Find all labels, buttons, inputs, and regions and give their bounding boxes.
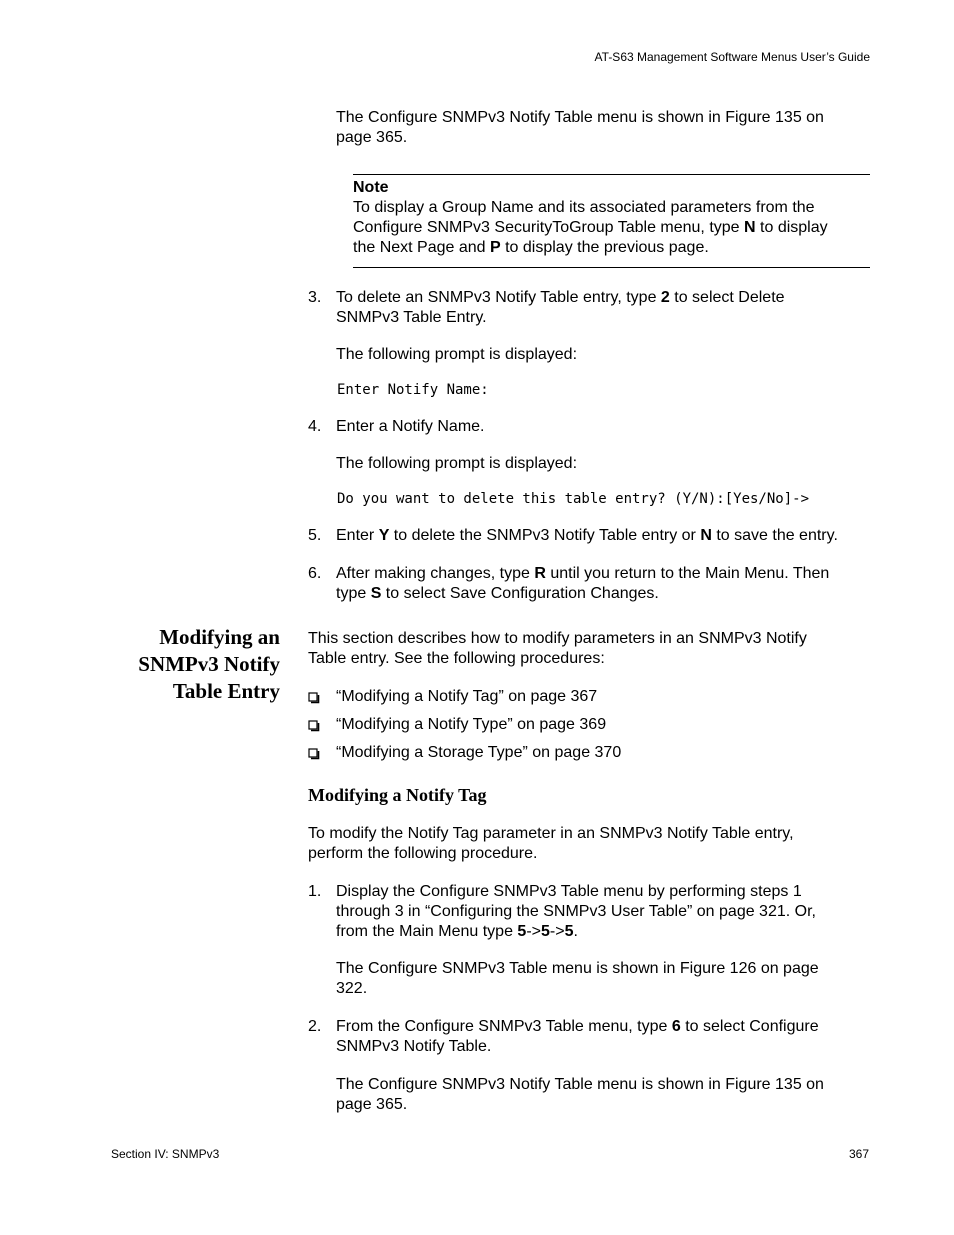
step-5-text: Enter Y to delete the SNMPv3 Notify Table entry or N to save the entry. <box>336 527 838 544</box>
note-top-rule <box>353 174 870 175</box>
step-number: 6. <box>308 565 322 582</box>
note-line: Configure SNMPv3 SecurityToGroup Table menu, type N to display <box>353 219 828 236</box>
step-number: 1. <box>308 883 322 900</box>
code-prompt: Enter Notify Name: <box>337 382 489 398</box>
step-number: 3. <box>308 289 322 306</box>
subsection-title: Modifying a Notify Tag <box>308 785 487 805</box>
section-heading: Modifying an SNMPv3 Notify Table Entry <box>138 625 280 703</box>
step-6-text: After making changes, type R until you return to the Main Menu. Then type S to select Save Configuration Changes. <box>336 565 830 602</box>
note-line: To display a Group Name and its associated parameters from the <box>353 199 815 216</box>
code-prompt: Do you want to delete this table entry? (Y/N):[Yes/No]-> <box>337 491 810 507</box>
step-3-text: To delete an SNMPv3 Notify Table entry, type 2 to select Delete SNMPv3 Table Entry. <box>336 289 785 326</box>
sub-step-2-text: From the Configure SNMPv3 Table menu, type 6 to select Configure SNMPv3 Notify Table. <box>336 1018 819 1055</box>
sub-step-1-text: Display the Configure SNMPv3 Table menu by performing steps 1 through 3 in “Configuring the SNMPv3 User Table” on page 321. Or, from the Main Menu type 5->5->5. <box>336 883 816 940</box>
step-4-text: Enter a Notify Name. <box>336 418 485 435</box>
checkbox-bullet-icon <box>308 748 320 760</box>
step-number: 2. <box>308 1018 322 1035</box>
step-number: 4. <box>308 418 322 435</box>
section-intro: This section describes how to modify parameters in an SNMPv3 Notify Table entry. See the following procedures: <box>308 630 807 667</box>
intro-paragraph <box>336 108 824 148</box>
sub-step-2-note: The Configure SNMPv3 Notify Table menu is shown in Figure 135 on page 365. <box>336 1076 824 1113</box>
note-title: Note <box>353 179 389 196</box>
subsection-intro: To modify the Notify Tag parameter in an SNMPv3 Notify Table entry, perform the following procedure. <box>308 825 794 862</box>
intro-line: page 365. <box>336 129 408 146</box>
note-box <box>353 178 828 258</box>
step-number: 5. <box>308 527 322 544</box>
running-header: AT-S63 Management Software Menus User’s Guide <box>594 50 870 64</box>
checkbox-bullet-icon <box>308 692 320 704</box>
note-bottom-rule <box>353 267 870 268</box>
prompt-label: The following prompt is displayed: <box>336 455 578 472</box>
intro-line: The Configure SNMPv3 Notify Table menu is shown in Figure 135 on <box>336 109 824 126</box>
page-number: 367 <box>848 1147 869 1161</box>
checkbox-bullet-icon <box>308 720 320 732</box>
sub-step-1-note: The Configure SNMPv3 Table menu is shown in Figure 126 on page 322. <box>336 960 819 997</box>
footer-section: Section IV: SNMPv3 <box>111 1147 220 1161</box>
note-line: the Next Page and P to display the previous page. <box>353 239 709 256</box>
prompt-label: The following prompt is displayed: <box>336 346 578 363</box>
